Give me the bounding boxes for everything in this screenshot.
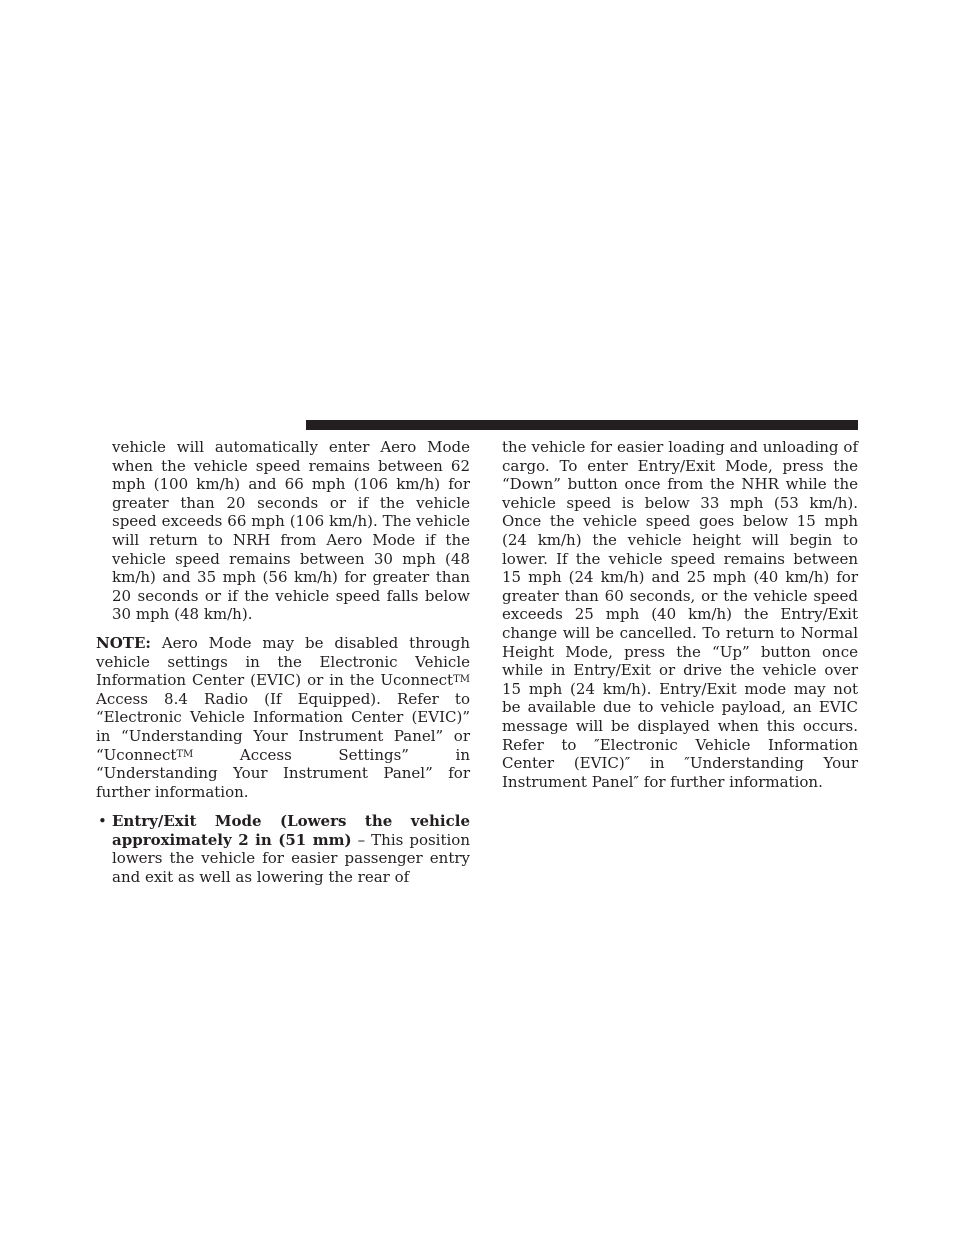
bullet-icon: • [98, 812, 107, 831]
entry-exit-title: Entry/Exit Mode (Lowers the vehicle approximately 2 in (51 mm) [112, 812, 470, 849]
note-label: NOTE: [96, 633, 151, 652]
note-text-3: Access Settings” in “Understanding Your Instrument Panel” for further information. [96, 745, 470, 801]
note-paragraph [96, 634, 470, 801]
left-column [96, 438, 470, 887]
aero-mode-continuation: vehicle will automatically enter Aero Mode when the vehicle speed remains between 62 mph (100 km/h) and 66 mph (106 km/h) for greater than 20 seconds or if the vehicle speed exceeds 66 mph (106 km/h). The vehicle will return to NRH from Aero Mode if the vehicle speed remains between 30 mph (48 km/h) and 35 mph (56 km/h) for greater than 20 seconds or if the vehicle speed falls below 30 mph (48 km/h). [112, 438, 470, 624]
trademark-mark: TM [176, 748, 194, 760]
right-column [502, 438, 858, 791]
entry-exit-bullet [96, 812, 470, 886]
entry-exit-continuation: the vehicle for easier loading and unloading of cargo. To enter Entry/Exit Mode, press the “Down” button once from the NHR while the vehicle speed is below 33 mph (53 km/h). Once the vehicle speed goes below 15 mph (24 km/h) the vehicle height will begin to lower. If the vehicle speed remains between 15 mph (24 km/h) and 25 mph (40 km/h) for greater than 60 seconds, or the vehicle speed exceeds 25 mph (40 km/h) the Entry/Exit change will be cancelled. To return to Normal Height Mode, press the “Up” button once while in Entry/Exit or drive the vehicle over 15 mph (24 km/h). Entry/Exit mode may not be available due to vehicle payload, an EVIC message will be displayed when this occurs. Refer to ″Electronic Vehicle Information Center (EVIC)″ in ″Understanding Your Instrument Panel″ for further information. [502, 438, 858, 791]
header-rule [306, 420, 858, 430]
note-text-2: Access 8.4 Radio (If Equipped). Refer to “Electronic Vehicle Information Center (EVIC)” in “Understanding Your Instrument Panel” or “Uconnect [96, 689, 470, 764]
entry-exit-text: – This position lowers the vehicle for easier passenger entry and exit as well as lowering the rear of [112, 830, 470, 887]
note-text-1: Aero Mode may be disabled through vehicle settings in the Electronic Vehicle Information Center (EVIC) or in the Uconnect [96, 633, 470, 690]
trademark-mark: TM [453, 674, 470, 686]
